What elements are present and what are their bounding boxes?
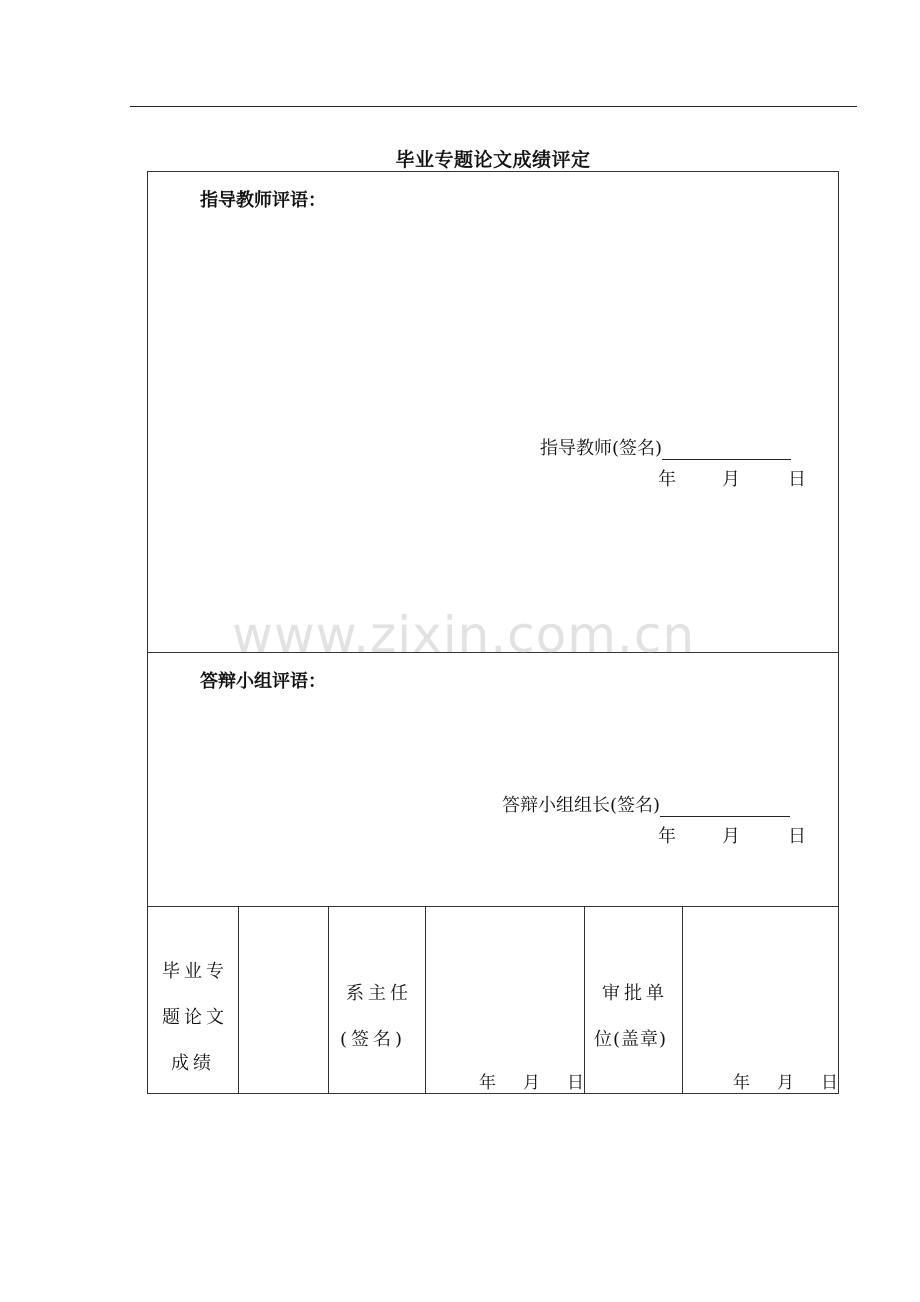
defense-date: [658, 822, 806, 848]
director-date: [479, 1068, 584, 1093]
defense-date-year: 年: [658, 826, 676, 847]
advisor-date: [658, 465, 806, 491]
grade-label-line-3: 成绩: [171, 1053, 215, 1074]
approval-date-year: 年: [733, 1073, 750, 1093]
advisor-date-day: 日: [788, 469, 806, 490]
divider-3: [425, 906, 426, 1094]
defense-date-day: 日: [788, 826, 806, 847]
defense-signature-label: 答辩小组组长(签名): [502, 795, 661, 816]
header-rule: [130, 106, 857, 107]
director-date-day: 日: [567, 1073, 584, 1093]
approval-label-line-1: 审批单: [602, 983, 668, 1004]
divider-4: [584, 906, 585, 1094]
advisor-signature: [540, 434, 791, 460]
director-date-year: 年: [479, 1073, 496, 1093]
divider-5: [682, 906, 683, 1094]
director-date-month: 月: [523, 1073, 540, 1093]
advisor-signature-label: 指导教师(签名): [540, 438, 663, 459]
defense-comment-heading: 答辩小组评语：: [200, 671, 326, 692]
defense-date-month: 月: [722, 826, 740, 847]
approval-date-month: 月: [777, 1073, 794, 1093]
approval-date: [733, 1068, 838, 1093]
defense-signature: [502, 791, 790, 817]
defense-signature-line[interactable]: [660, 796, 790, 817]
director-label: [340, 971, 412, 1063]
divider-2: [328, 906, 329, 1094]
watermark: www.zixin.com.cn: [232, 606, 696, 664]
approval-label: [594, 971, 668, 1063]
director-label-line-1: 系主任: [346, 983, 412, 1004]
approval-date-day: 日: [821, 1073, 838, 1093]
advisor-date-year: 年: [658, 469, 676, 490]
grade-value-cell[interactable]: [239, 907, 328, 1093]
grade-label-line-2: 题论文: [162, 1007, 228, 1028]
approval-label-line-2: 位(盖章): [594, 1029, 668, 1050]
page-title: 毕业专题论文成绩评定: [395, 149, 591, 171]
advisor-date-month: 月: [722, 469, 740, 490]
advisor-signature-line[interactable]: [662, 439, 791, 460]
grade-label: [162, 949, 228, 1087]
grade-label-line-1: 毕业专: [162, 961, 228, 982]
advisor-comment-box: [147, 171, 839, 653]
advisor-comment-heading: 指导教师评语：: [200, 190, 326, 211]
director-label-line-2: (签名): [340, 1029, 407, 1050]
